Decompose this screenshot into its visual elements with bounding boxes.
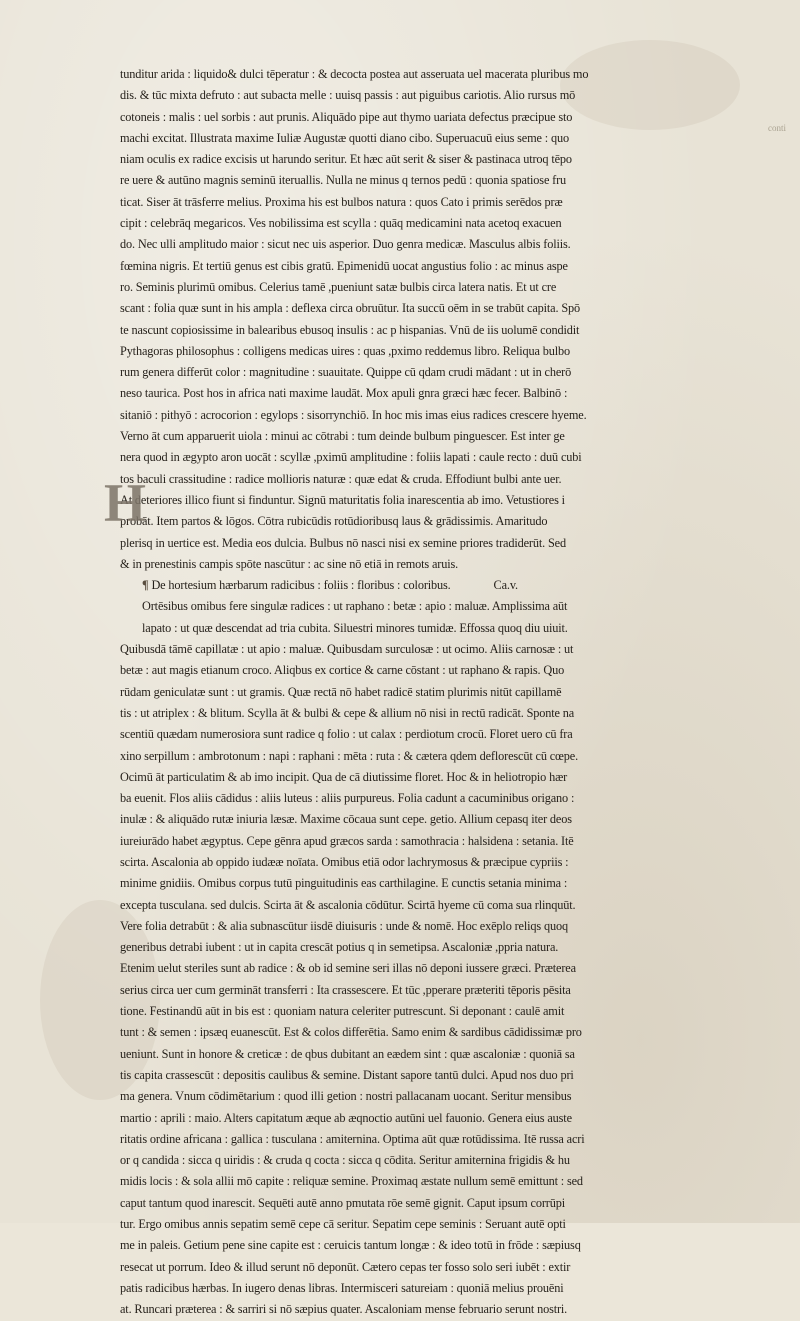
margin-note: conti [768,123,786,133]
paragraph-after [120,596,700,1320]
text-line: probāt. Item partos & lōgos. Cōtra rubicūdis rotūdioribusq laus & grādissimis. Amaritudo [120,514,548,529]
text-line: tis capita crassescūt : depositis caulibus & semine. Distant sapore tantū dulci. Apud nos duo pri [120,1067,574,1082]
text-line: te nascunt copiosissime in balearibus ebusoq insulis : ac p hispanias. Vnū de iis uolumē condidit [120,322,580,337]
text-line: patis radicibus hærbas. In iugero denas libras. Intermisceri satureiam : quoniā melius prouēni [120,1280,564,1295]
text-line: scentiū quædam numerosiora sunt radice q folio : ut calax : perdiotum crocū. Floret uero cū fra [120,727,573,742]
text-line: resecat ut porrum. Ideo & illud serunt nō deponūt. Cætero cepas ter fosso solo seri iubēt : extir [120,1259,571,1274]
text-line: inulæ : & aliquādo rutæ iniuria læsæ. Maxime cōcaua sunt cepe. getio. Allium cepasq iter deos [120,812,572,827]
text-line: Ortēsibus omibus fere singulæ radices : ut raphano : betæ : apio : maluæ. Amplissima aūt [142,599,568,614]
text-line: Ocimū āt particulatim & ab imo incipit. Qua de cā diutissime floret. Hoc & in heliotropio hær [120,769,568,784]
text-line: machi excitat. Illustrata maxime Iuliæ Augustæ quotti diano cibo. Superuacuū eius seme : quo [120,130,569,145]
text-line: tur. Ergo omibus annis sepatim semē cepe cā seritur. Sepatim cepe seminis : Seruant autē opti [120,1217,566,1232]
text-line: Etenim uelut steriles sunt ab radice : & ob id semine seri illas nō deponi iussere græci. Præterea [120,961,576,976]
text-line: tos baculi crassitudine : radice mollioris naturæ : quæ edat & cruda. Effodiunt bulbi ante uer. [120,471,562,486]
text-line: Vere folia detrabūt : & alia subnascūtur iisdē diuisuris : unde & nomē. Hoc exēplo reliqs quoq [120,918,568,933]
text-line: me in paleis. Getium pene sine capite est : ceruicis tantum longæ : & ideo totū in frōde : sæpiusq [120,1238,581,1253]
text-line: ro. Seminis plurimū omibus. Celerius tamē ,pueniunt satæ bulbis circa latera natis. Et ut cre [120,279,557,294]
text-line: do. Nec ulli amplitudo maior : sicut nec uis asperior. Duo genra medicæ. Masculus albis foliis. [120,237,571,252]
text-line: excepta tusculana. sed dulcis. Scirta āt & ascalonia cōdūtur. Scirtā hyeme cū coma sua rlinquūt. [120,897,576,912]
text-line: plerisq in uertice est. Media eos dulcia. Bulbus nō nasci nisi ex semine priores tradiderūt. Sed [120,535,566,550]
text-line: ueniunt. Sunt in honore & creticæ : de qbus dubitant an eædem sint : quæ ascaloniæ : quoniā sa [120,1046,575,1061]
chapter-heading [120,575,700,596]
text-line: ticat. Siser āt trāsferre melius. Proxima his est bulbos natura : quos Cato i primis serēdos præ [120,194,563,209]
paragraph-mark-icon: ¶ [142,578,149,593]
text-line: tunditur arida : liquido& dulci tēperatur : & decocta postea aut asseruata uel macerata pluribus mo [120,67,589,81]
text-line: Pythagoras philosophus : colligens medicas uires : quas ,pximo reddemus libro. Reliqua bulbo [120,343,571,358]
paragraph-before [120,64,700,575]
text-line: ba euenit. Flos aliis cādidus : aliis luteus : aliis purpureus. Folia cadunt a cacuminibus origano : [120,791,575,806]
text-line: Verno āt cum apparuerit uiola : minui ac cōtrabi : tum deinde bulbum pinguescer. Est inter ge [120,429,565,444]
text-line: nera quod in ægypto aron uocāt : scyllæ ,pximū amplitudine : foliis lapati : caule recto : duū cubi [120,450,582,465]
text-line: rum genera differūt color : magnitudine : suauitate. Quippe cū qdam crudi mādant : ut in cherō [120,365,572,380]
text-line: ritatis ordine africana : gallica : tusculana : amiternina. Optima aūt quæ rotūdissima. Itē russa acri [120,1131,585,1146]
text-line: generibus detrabi iubent : ut in capita crescāt potius q in semetipsa. Ascaloniæ ,ppria natura. [120,940,559,955]
text-line: cotoneis : malis : uel sorbis : aut prunis. Aliquādo pipe aut thymo uariata defectus præcipue sto [120,109,573,124]
text-line: & in prenestinis campis spōte nascūtur : ac sine nō etiā in remots aruis. [120,556,459,571]
text-line: fœmina nigris. Et tertiū genus est cibis gratū. Epimenidū uocat angustius folio : ac minus aspe [120,258,568,273]
main-text-block [120,64,700,1321]
text-line: minime gnidiis. Omibus corpus tutū pinguitudinis eas carthilagine. E cunctis setania minima : [120,876,568,891]
text-line: scirta. Ascalonia ab oppido iudææ noīata. Omibus etiā odor lachrymosus & præcipue cypriis : [120,854,569,869]
text-line: at. Runcari præterea : & sarriri si nō sæpius quater. Ascaloniam mense februario serunt nostri. [120,1302,568,1317]
text-line: tunt : & semen : ipsæq euanescūt. Est & colos differētia. Samo enim & sardibus cādidissimæ pro [120,1025,582,1040]
text-line: Quibusdā tāmē capillatæ : ut apio : maluæ. Quibusdam surculosæ : ut ocimo. Aliis carnosæ : ut [120,642,574,657]
text-line: cipit : celebrāq megaricos. Ves nobilissima est scylla : quāq medicamini nata acetoq exacuen [120,216,562,231]
text-line: or q candida : sicca q uiridis : & cruda q cocta : sicca q cōdita. Seritur amiternina frigidis & hu [120,1153,570,1168]
text-line: niam oculis ex radice excisis ut harundo seritur. Et hæc aūt serit & siser & pastinaca utroq tēpo [120,152,572,167]
chapter-title: De hortesium hærbarum radicibus : foliis : floribus : coloribus. [151,578,451,593]
text-line: iureiurādo habet ægyptus. Cepe gēnra apud græcos sarda : samothracia : halsidena : setania. Itē [120,833,574,848]
chapter-number: Ca.v. [493,578,518,593]
text-line: ma genera. Vnum cōdimētarium : quod illi getion : nostri pallacanam uocant. Seritur mensibus [120,1089,572,1104]
text-line: re uere & autūno magnis seminū iteruallis. Nulla ne minus q ternos pedū : quonia spatiose fru [120,173,567,188]
text-line: caput tantum quod inarescit. Sequēti autē anno pmutata rōe semē gignit. Caput ipsum corrūpi [120,1195,565,1210]
text-line: dis. & tūc mixta defruto : aut subacta melle : uuisq passis : aut piguibus cariotis. Alio rursus mō [120,88,576,103]
text-line: midis locis : & sola allii mō capite : reliquæ semine. Proximaq æstate nullum semē emittunt : sed [120,1174,583,1189]
text-line: scant : folia quæ sunt in his ampla : deflexa circa obruūtur. Ita succū oēm in se trabūt capita. Spō [120,301,581,316]
text-line: lapato : ut quæ descendat ad tria cubita. Siluestri minores tumidæ. Effossa quoq diu uiuit. [142,620,568,635]
text-line: rūdam geniculatæ sunt : ut gramis. Quæ rectā nō habet radicē statim plurimis nitūt capillamē [120,684,562,699]
drop-initial: H [104,473,147,533]
text-line: martio : aprili : maio. Alters capitatum æque ab æqnoctio autūni uel fauonio. Genera eius auste [120,1110,572,1125]
text-line: sitaniō : pithyō : acrocorion : egylops : sisorrynchiō. In hoc mis imas eius radices crescere hyeme. [120,407,587,422]
text-line: neso taurica. Post hos in africa nati maxime laudāt. Mox apuli gnra græci hæc fecer. Balbinō : [120,386,568,401]
text-line: serius circa uer cum germināt transferri : Ita crassescere. Et tūc ,pperare præteriti tēporis pēsita [120,982,571,997]
text-line: xino serpillum : ambrotonum : napi : raphani : mēta : ruta : & cætera qdem deflorescūt cū cœpe. [120,748,579,763]
text-line: tis : ut atriplex : & blitum. Scylla āt & bulbi & cepe & allium nō nisi in rectū radicāt. Sponte na [120,705,575,720]
text-line: At deteriores illico fiunt si finduntur. Signū maturitatis folia inarescentia ab imo. Vetustiores i [120,492,565,507]
text-line: tione. Festinandū aūt in bis est : quoniam natura celeriter putrescunt. Si deponant : caulē amit [120,1004,565,1019]
text-line: betæ : aut magis etianum croco. Aliqbus ex cortice & carne cōstant : ut raphano & rapis. Quo [120,663,565,678]
